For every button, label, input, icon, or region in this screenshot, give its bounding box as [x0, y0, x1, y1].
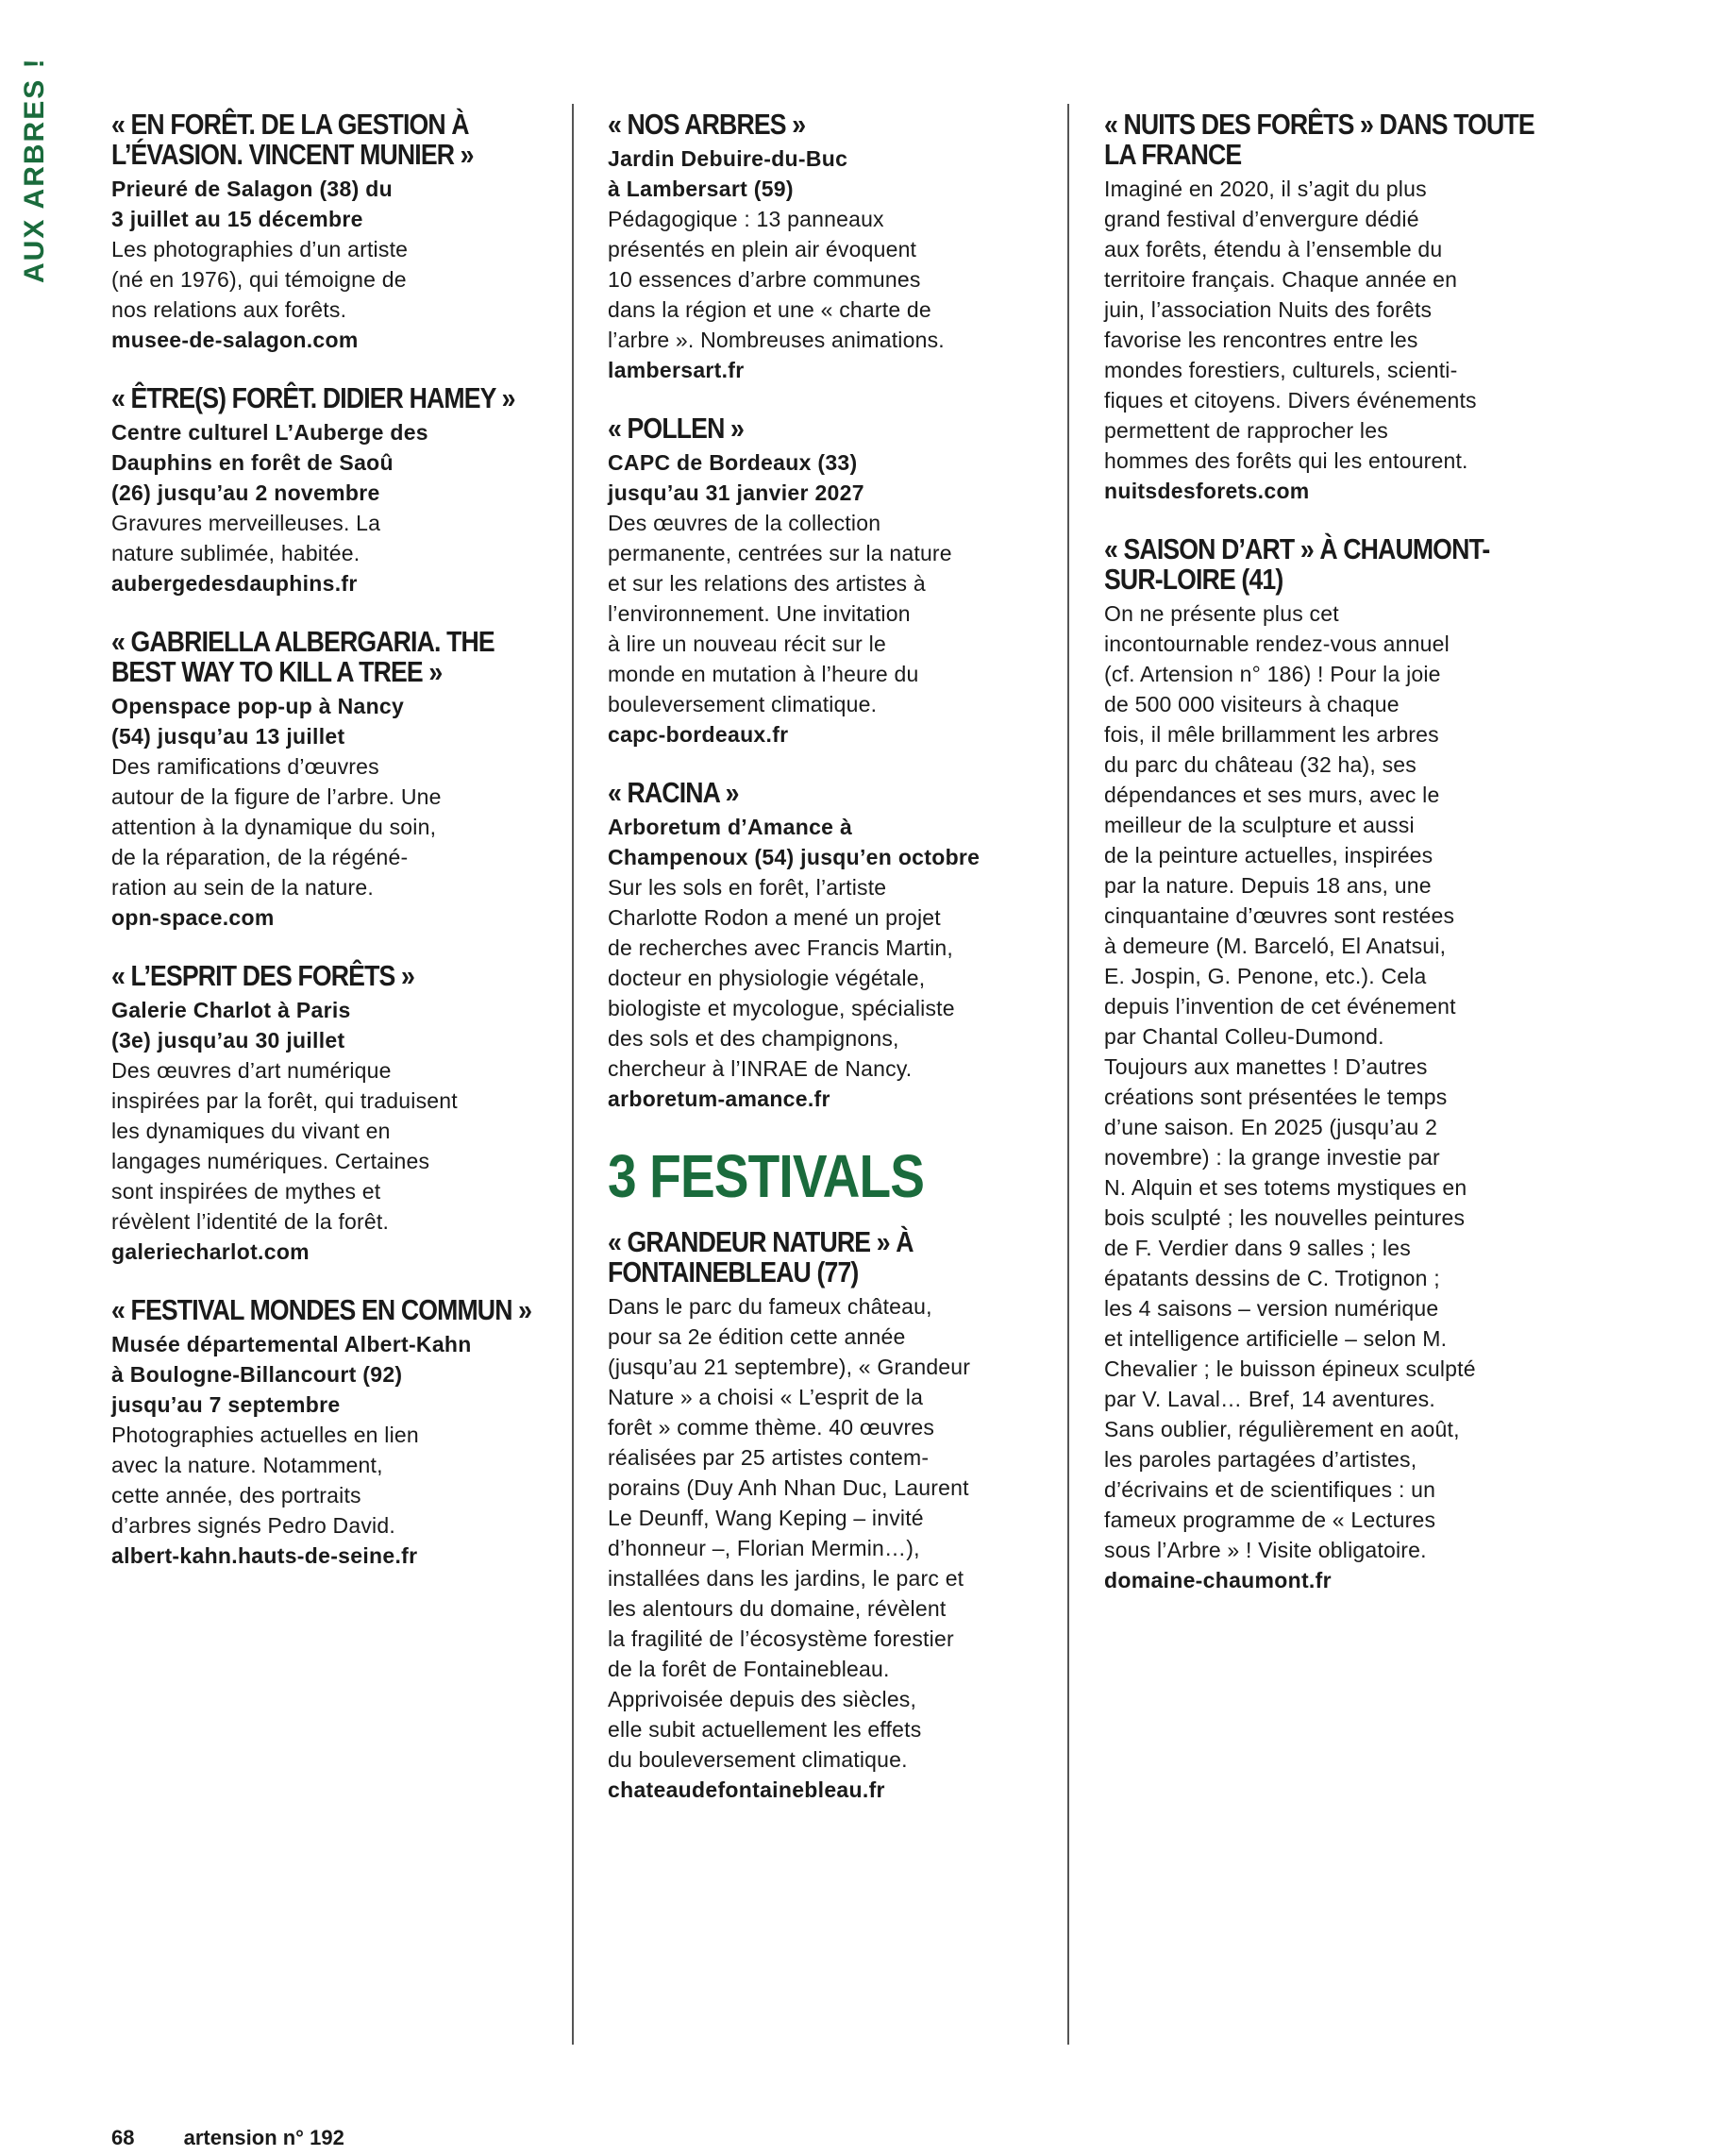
festival-url: domaine-chaumont.fr [1104, 1568, 1332, 1592]
event-entry [111, 627, 547, 933]
page-number: 68 [111, 2126, 135, 2149]
event-description: Des ramifications d’œuvres autour de la figure de l’arbre. Une attention à la dynamique du soin, de la réparation, de la régéné- ration au sein de la nature. [111, 754, 442, 900]
event-venue: Musée départemental Albert-Kahn à Boulogne-Billancourt (92) jusqu’au 7 septembre [111, 1332, 472, 1417]
event-entry [111, 1295, 547, 1571]
event-title: « POLLEN » [608, 412, 744, 445]
event-entry [111, 961, 547, 1267]
column-3 [1104, 109, 1540, 1624]
festival-title: « GRANDEUR NATURE » À FONTAINEBLEAU (77) [608, 1225, 914, 1289]
festival-entry [1104, 109, 1540, 506]
event-venue: Openspace pop-up à Nancy (54) jusqu’au 13 juillet [111, 694, 405, 749]
event-title: « GABRIELLA ALBERGARIA. THE BEST WAY TO KILL A TREE » [111, 625, 495, 688]
festival-entry [1104, 534, 1540, 1595]
event-venue: Galerie Charlot à Paris (3e) jusqu’au 30 juillet [111, 998, 351, 1053]
event-url: musee-de-salagon.com [111, 328, 359, 352]
section-side-label: AUX ARBRES ! [19, 57, 50, 283]
festival-url: chateaudefontainebleau.fr [608, 1777, 885, 1802]
event-entry [608, 413, 1044, 750]
event-description: Pédagogique : 13 panneaux présentés en plein air évoquent 10 essences d’arbre communes dans la région et une « charte de l’arbre ». Nombreuses animations. [608, 207, 945, 352]
event-title: « L’ESPRIT DES FORÊTS » [111, 959, 414, 992]
event-title: « EN FORÊT. DE LA GESTION À L’ÉVASION. VINCENT MUNIER » [111, 108, 474, 171]
festival-description: Dans le parc du fameux château, pour sa 2e édition cette année (jusqu’au 21 septembre), « Grandeur Nature » a choisi « L’esprit de la forêt » comme thème. 40 œuvres réalisées par 25 artistes contem- porains (Duy Anh Nhan Duc, Laurent Le Deunff, Wang Keping – invité d’honneur –, Florian Mermin…), installées dans les jardins, le parc et les alentours du domaine, révèlent la fragilité de l’écosystème forestier de la forêt de Fontainebleau. Apprivoisée depuis des siècles, elle subit actuellement les effets du bouleversement climatique. [608, 1294, 971, 1772]
event-venue: Centre culturel L’Auberge des Dauphins en forêt de Saoû (26) jusqu’au 2 novembre [111, 420, 428, 505]
event-title: « RACINA » [608, 776, 739, 809]
event-venue: CAPC de Bordeaux (33) jusqu’au 31 janvier 2027 [608, 450, 864, 505]
event-url: aubergedesdauphins.fr [111, 571, 358, 596]
event-description: Sur les sols en forêt, l’artiste Charlotte Rodon a mené un projet de recherches avec Francis Martin, docteur en physiologie végétale, biologiste et mycologue, spécialiste des sols et des champignons, chercheur à l’INRAE de Nancy. [608, 875, 955, 1081]
event-url: albert-kahn.hauts-de-seine.fr [111, 1543, 418, 1568]
event-url: arboretum-amance.fr [608, 1086, 830, 1111]
festival-title: « SAISON D’ART » À CHAUMONT-SUR-LOIRE (41) [1104, 532, 1490, 596]
event-url: galeriecharlot.com [111, 1239, 310, 1264]
magazine-issue: artension n° 192 [183, 2126, 344, 2149]
event-description: Les photographies d’un artiste (né en 1976), qui témoigne de nos relations aux forêts. [111, 237, 409, 322]
event-description: Photographies actuelles en lien avec la nature. Notamment, cette année, des portraits d’arbres signés Pedro David. [111, 1423, 419, 1538]
event-description: Des œuvres de la collection permanente, centrées sur la nature et sur les relations des artistes à l’environnement. Une invitation à lire un nouveau récit sur le monde en mutation à l’heure du bouleversement climatique. [608, 511, 952, 716]
page-footer [111, 2126, 344, 2150]
event-url: capc-bordeaux.fr [608, 722, 789, 747]
event-description: Des œuvres d’art numérique inspirées par la forêt, qui traduisent les dynamiques du vivant en langages numériques. Certaines sont inspirées de mythes et révèlent l’identité de la forêt. [111, 1058, 458, 1234]
column-divider [1067, 104, 1069, 2045]
column-1 [111, 109, 547, 1599]
event-venue: Arboretum d’Amance à Champenoux (54) jusqu’en octobre [608, 815, 981, 869]
event-title: « FESTIVAL MONDES EN COMMUN » [111, 1293, 532, 1326]
column-2 [608, 109, 1044, 1833]
event-entry [608, 778, 1044, 1114]
event-entry [111, 109, 547, 355]
festival-description: On ne présente plus cet incontournable rendez-vous annuel (cf. Artension n° 186) ! Pour la joie de 500 000 visiteurs à chaque fois, il mêle brillamment les arbres du parc du château (32 ha), ses dépendances et ses murs, avec le meilleur de la sculpture et aussi de la peinture actuelles, inspirées par la nature. Depuis 18 ans, une cinquantaine d’œuvres sont restées à demeure (M. Barceló, El Anatsui, E. Jospin, G. Penone, etc.). Cela depuis l’invention de cet événement par Chantal Colleu-Dumond. Toujours aux manettes ! D’autres créations sont présentées le temps d’une saison. En 2025 (jusqu’au 2 novembre) : la grange investie par N. Alquin et ses totems mystiques en bois sculpté ; les nouvelles peintures de F. Verdier dans 9 salles ; les épatants dessins de C. Trotignon ; les 4 saisons – version numérique et intelligence artificielle – selon M. Chevalier ; le buisson épineux sculpté par V. Laval… Bref, 14 aventures. Sans oublier, régulièrement en août, les paroles partagées d’artistes, d’écrivains et de scientifiques : un fameux programme de « Lectures sous l’Arbre » ! Visite obligatoire. [1104, 601, 1476, 1562]
festival-entry [608, 1227, 1044, 1805]
festival-url: nuitsdesforets.com [1104, 479, 1310, 503]
event-title: « ÊTRE(S) FORÊT. DIDIER HAMEY » [111, 381, 515, 414]
event-title: « NOS ARBRES » [608, 108, 806, 141]
event-url: opn-space.com [111, 905, 275, 930]
event-entry [111, 383, 547, 598]
festival-description: Imaginé en 2020, il s’agit du plus grand festival d’envergure dédié aux forêts, étendu à l’ensemble du territoire français. Chaque année en juin, l’association Nuits des forêts favorise les rencontres entre les mondes forestiers, culturels, scienti- fiques et citoyens. Divers événements permettent de rapprocher les hommes des forêts qui les entourent. [1104, 177, 1477, 473]
event-entry [608, 109, 1044, 385]
column-divider [572, 104, 574, 2045]
event-venue: Jardin Debuire-du-Buc à Lambersart (59) [608, 146, 848, 201]
event-url: lambersart.fr [608, 358, 745, 382]
festivals-heading: 3 FESTIVALS [608, 1142, 925, 1210]
event-venue: Prieuré de Salagon (38) du 3 juillet au 15 décembre [111, 177, 393, 231]
event-description: Gravures merveilleuses. La nature sublimée, habitée. [111, 511, 381, 565]
festival-title: « NUITS DES FORÊTS » DANS TOUTE LA FRANCE [1104, 108, 1534, 171]
